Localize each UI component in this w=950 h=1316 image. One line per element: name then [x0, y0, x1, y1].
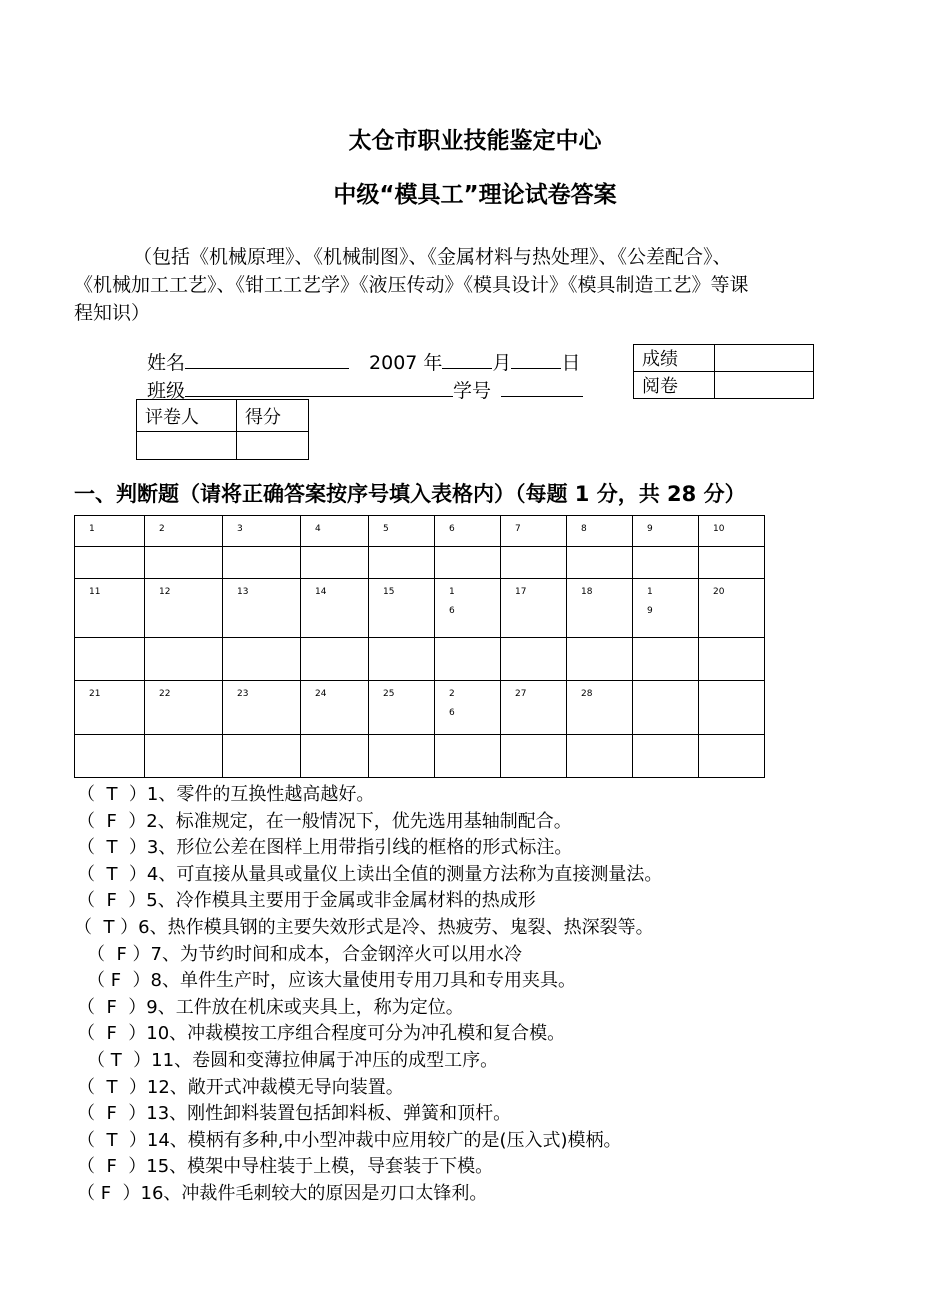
exam-title: 中级“模具工”理论试卷答案: [333, 182, 617, 208]
grid-number-cell: [435, 681, 501, 735]
grid-number: 5: [383, 524, 389, 534]
points-field[interactable]: [237, 432, 309, 460]
grid-number-cell: [301, 579, 369, 638]
answer-mark: （ F ）: [77, 996, 147, 1018]
grid-number-cell: [633, 681, 699, 735]
question-item: [77, 1099, 511, 1125]
grid-number: 13: [237, 587, 249, 597]
question-item: [74, 913, 654, 939]
question-item: [77, 1179, 487, 1205]
grid-number: 21: [89, 689, 101, 699]
question-text: 4、可直接从量具或量仪上读出全值的测量方法称为直接测量法。: [146, 863, 663, 885]
answer-grid: [74, 515, 765, 778]
answer-mark: （ T ）: [77, 863, 147, 885]
grid-answer-cell[interactable]: [633, 547, 699, 579]
answer-mark: （ F ）: [87, 970, 151, 992]
score-label: 成绩: [634, 345, 715, 372]
student-no-field[interactable]: [501, 379, 583, 397]
question-text: 12、敞开式冲裁模无导向装置。: [146, 1076, 404, 1098]
grid-number-cell: [223, 516, 301, 547]
grid-number-row: [75, 681, 765, 735]
grid-number: 7: [515, 524, 521, 534]
question-item: [77, 860, 662, 886]
grid-number-cell: [145, 681, 223, 735]
grid-number: 18: [581, 587, 593, 597]
month-field[interactable]: [442, 351, 492, 369]
grid-answer-cell[interactable]: [369, 547, 435, 579]
grid-number-row: [75, 579, 765, 638]
day-field[interactable]: [511, 351, 561, 369]
grid-answer-cell[interactable]: [75, 638, 145, 681]
class-label: 班级: [147, 380, 186, 402]
question-text: 10、冲裁模按工序组合程度可分为冲孔模和复合模。: [146, 1023, 566, 1045]
grid-number: 9: [647, 524, 653, 534]
grid-number: 17: [515, 587, 527, 597]
grid-answer-cell[interactable]: [699, 547, 765, 579]
question-item: [77, 993, 464, 1019]
grid-answer-cell[interactable]: [223, 638, 301, 681]
answer-mark: （ F ）: [87, 943, 151, 965]
question-text: 14、模柄有多种,中小型冲裁中应用较广的是(压入式)模柄。: [146, 1129, 622, 1151]
grid-number-cell: [699, 579, 765, 638]
month-label: 月: [492, 352, 512, 374]
grid-number-cell: [567, 579, 633, 638]
grid-answer-cell[interactable]: [633, 735, 699, 778]
grid-number: 11: [89, 587, 101, 597]
grid-number-cell: [301, 681, 369, 735]
grid-answer-cell[interactable]: [435, 638, 501, 681]
grid-answer-cell[interactable]: [567, 638, 633, 681]
score-box: [633, 344, 814, 399]
grid-number-cell: [223, 579, 301, 638]
scope-line-1: （包括《机械原理》、《机械制图》、《金属材料与热处理》、《公差配合》、: [133, 246, 732, 268]
question-text: 5、冷作模具主要用于金属或非金属材料的热成形: [146, 890, 536, 912]
grid-answer-cell[interactable]: [501, 735, 567, 778]
grid-answer-cell[interactable]: [145, 735, 223, 778]
question-item: [87, 940, 522, 966]
grid-number-cell: [75, 579, 145, 638]
grid-number-cell: [145, 579, 223, 638]
question-text: 9、工件放在机床或夹具上，称为定位。: [146, 996, 464, 1018]
question-text: 8、单件生产时，应该大量使用专用刀具和专用夹具。: [150, 970, 576, 992]
question-item: [77, 1126, 622, 1152]
grid-number: 20: [713, 587, 725, 597]
grid-answer-cell[interactable]: [75, 735, 145, 778]
grid-number-cell: [699, 516, 765, 547]
grid-answer-cell[interactable]: [301, 547, 369, 579]
grid-number: 15: [383, 587, 395, 597]
grid-answer-row: [75, 638, 765, 681]
student-no-label: 学号: [453, 380, 492, 402]
grid-answer-cell[interactable]: [301, 638, 369, 681]
grid-number: 12: [159, 587, 171, 597]
grid-answer-cell[interactable]: [75, 547, 145, 579]
grid-number-cell: [501, 681, 567, 735]
answer-mark: （ F ）: [77, 1103, 147, 1125]
answer-mark: （ T ）: [77, 1076, 147, 1098]
answer-mark: （ F ）: [77, 1183, 141, 1204]
answer-mark: （ F ）: [77, 810, 147, 832]
question-item: [77, 1019, 565, 1045]
grid-number: 6: [449, 524, 455, 534]
grid-number: 2: [159, 524, 165, 534]
answer-mark: （ T ）: [87, 1050, 152, 1071]
grid-answer-cell[interactable]: [633, 638, 699, 681]
grid-number: 22: [159, 689, 171, 699]
question-item: [77, 1073, 404, 1099]
grid-number-cell: [223, 681, 301, 735]
grid-number-cell: [501, 516, 567, 547]
answer-mark: （ T ）: [77, 837, 147, 859]
grid-answer-cell[interactable]: [435, 547, 501, 579]
grid-number: 14: [315, 587, 327, 597]
grid-answer-cell[interactable]: [699, 638, 765, 681]
grid-number: 1: [89, 524, 95, 534]
grader-box: [136, 399, 309, 460]
grid-number: 1: [647, 587, 653, 597]
year-label: 2007 年: [369, 352, 443, 374]
question-text: 13、刚性卸料装置包括卸料板、弹簧和顶杆。: [146, 1103, 512, 1125]
grid-number: 2: [449, 689, 455, 699]
class-field[interactable]: [185, 379, 453, 397]
grid-number-cell: [435, 516, 501, 547]
grid-number-cell: [369, 516, 435, 547]
grid-number-cell: [75, 681, 145, 735]
answer-mark: （ F ）: [77, 890, 147, 912]
grid-answer-cell[interactable]: [223, 547, 301, 579]
grid-answer-cell[interactable]: [145, 547, 223, 579]
grid-number-cell: [75, 516, 145, 547]
grid-number-row: [75, 516, 765, 547]
question-text: 2、标准规定，在一般情况下，优先选用基轴制配合。: [146, 810, 572, 832]
grid-number-cell: [567, 681, 633, 735]
question-item: [77, 833, 572, 859]
grid-answer-row: [75, 547, 765, 579]
grid-number: 6: [449, 708, 455, 718]
review-field[interactable]: [715, 372, 814, 399]
grid-number-cell: [633, 516, 699, 547]
grid-answer-cell[interactable]: [567, 735, 633, 778]
grid-number: 25: [383, 689, 395, 699]
day-label: 日: [561, 352, 581, 374]
question-text: 6、热作模具钢的主要失效形式是冷、热疲劳、鬼裂、热深裂等。: [138, 917, 654, 938]
grid-answer-cell[interactable]: [369, 638, 435, 681]
question-text: 15、模架中导柱装于上模，导套装于下模。: [146, 1156, 494, 1178]
question-item: [77, 886, 536, 912]
grid-number: 3: [237, 524, 243, 534]
question-text: 16、冲裁件毛刺较大的原因是刃口太锋利。: [140, 1183, 488, 1204]
grid-number: 28: [581, 689, 593, 699]
grid-number: 23: [237, 689, 249, 699]
grid-number-cell: [369, 579, 435, 638]
grid-number-cell: [501, 579, 567, 638]
grid-answer-cell[interactable]: [435, 735, 501, 778]
grid-number-cell: [567, 516, 633, 547]
grid-answer-cell[interactable]: [567, 547, 633, 579]
question-item: [77, 780, 374, 806]
answer-mark: （ T ）: [77, 784, 147, 805]
question-text: 3、形位公差在图样上用带指引线的框格的形式标注。: [146, 837, 573, 859]
points-label: 得分: [237, 400, 309, 432]
grid-answer-cell[interactable]: [369, 735, 435, 778]
grader-field[interactable]: [137, 432, 237, 460]
grid-number: 27: [515, 689, 527, 699]
grader-label: 评卷人: [137, 400, 237, 432]
question-item: [77, 807, 572, 833]
grid-number-cell: [435, 579, 501, 638]
question-item: [77, 1152, 493, 1178]
grid-number: 10: [713, 524, 725, 534]
grid-number: 4: [315, 524, 321, 534]
grid-answer-cell[interactable]: [145, 638, 223, 681]
question-text: 11、卷圆和变薄拉伸属于冲压的成型工序。: [151, 1050, 499, 1071]
scope-line-2: 《机械加工工艺》、《钳工工艺学》《液压传动》《模具设计》《模具制造工艺》等课: [74, 274, 749, 296]
grid-number-cell: [633, 579, 699, 638]
grid-answer-cell[interactable]: [301, 735, 369, 778]
answer-mark: （ T ）: [74, 917, 139, 938]
section-1-heading: 一、判断题（请将正确答案按序号填入表格内）（每题 1 分，共 28 分）: [74, 482, 746, 506]
grid-number: 6: [449, 606, 455, 616]
review-label: 阅卷: [634, 372, 715, 399]
name-date-line: [147, 348, 580, 375]
grid-answer-row: [75, 735, 765, 778]
grid-answer-cell[interactable]: [699, 735, 765, 778]
answer-mark: （ T ）: [77, 1129, 147, 1151]
grid-answer-cell[interactable]: [501, 638, 567, 681]
score-field[interactable]: [715, 345, 814, 372]
answer-mark: （ F ）: [77, 1156, 147, 1178]
exam-center-title: 太仓市职业技能鉴定中心: [348, 128, 602, 154]
grid-answer-cell[interactable]: [501, 547, 567, 579]
scope-line-3: 程知识）: [74, 302, 151, 324]
question-item: [87, 966, 576, 992]
grid-number: 9: [647, 606, 653, 616]
grid-number: 1: [449, 587, 455, 597]
grid-number-cell: [369, 681, 435, 735]
grid-number-cell: [145, 516, 223, 547]
answer-mark: （ F ）: [77, 1023, 147, 1045]
question-item: [87, 1046, 498, 1072]
grid-answer-cell[interactable]: [223, 735, 301, 778]
name-field[interactable]: [185, 351, 349, 369]
grid-number: 8: [581, 524, 587, 534]
name-label: 姓名: [147, 352, 186, 374]
grid-number: 24: [315, 689, 327, 699]
question-text: 7、为节约时间和成本，合金钢淬火可以用水冷: [150, 943, 522, 965]
question-text: 1、零件的互换性越高越好。: [146, 784, 375, 805]
grid-number-cell: [699, 681, 765, 735]
grid-number-cell: [301, 516, 369, 547]
